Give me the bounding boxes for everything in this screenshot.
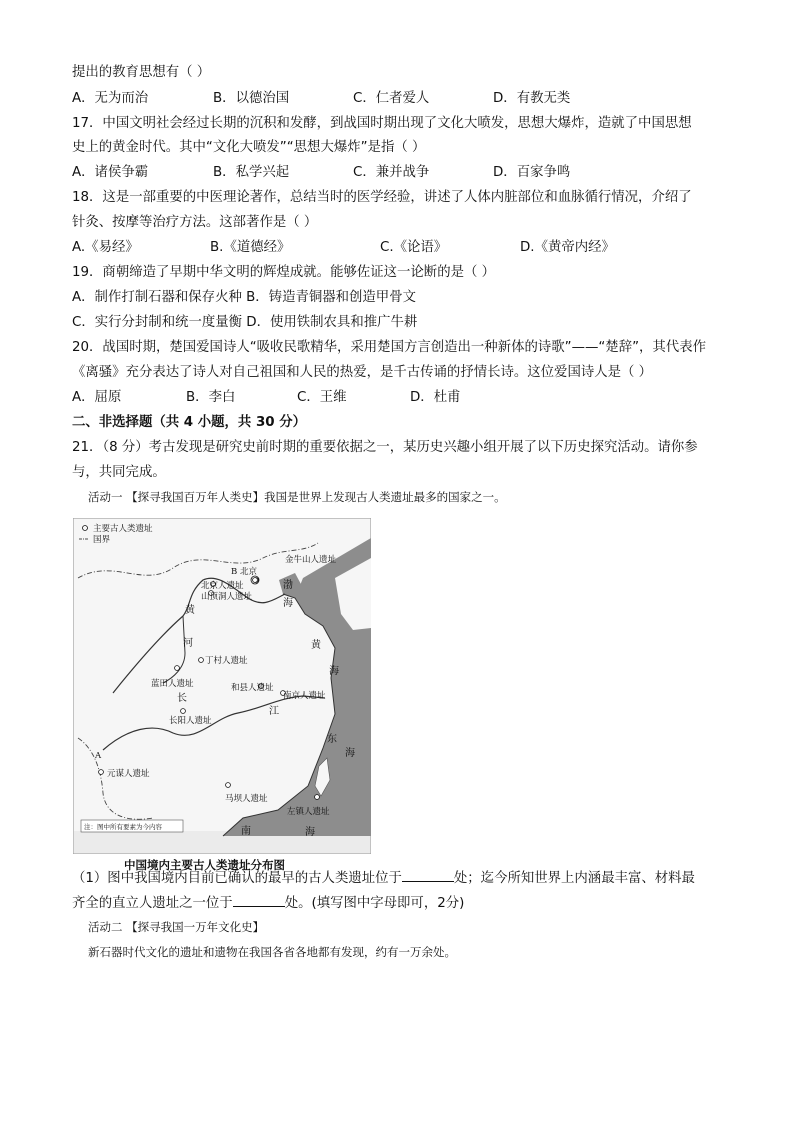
q17-option-c[interactable]: C．兼并战争 [353, 165, 430, 180]
q19-options-row2[interactable]: C．实行分封制和统一度量衡 D．使用铁制农具和推广牛耕 [72, 315, 418, 330]
q20-option-c[interactable]: C．王维 [297, 390, 347, 405]
label-hexian: 和县人遗址 [231, 683, 274, 693]
site-marker-lantian [175, 666, 180, 671]
activity2-text: 新石器时代文化的遗址和遗物在我国各省各地都有发现，约有一万余处。 [88, 945, 456, 959]
site-marker-dingcun [199, 658, 204, 663]
q18-option-b[interactable]: B.《道德经》 [210, 240, 291, 255]
q18-stem-line2: 针灸、按摩等治疗方法。这部著作是（ ） [72, 215, 318, 230]
q21-sub1-line1 [72, 868, 695, 888]
answer-blank-2[interactable] [233, 893, 285, 907]
q19-options-row1[interactable]: A．制作打制石器和保存火种 B．铸造青铜器和创造甲骨文 [72, 290, 416, 305]
q16-option-a[interactable]: A．无为而治 [72, 91, 149, 106]
site-marker-beijing [253, 578, 258, 583]
q16-option-c[interactable]: C．仁者爱人 [353, 91, 430, 106]
q20-stem-line1: 20．战国时期，楚国爱国诗人“吸收民歌精华，采用楚国方言创造出一种新体的诗歌”——“楚辞”，其代表作 [72, 340, 706, 355]
site-marker-changyang [181, 709, 186, 714]
q21-sub1-line1-b: 处；迄今所知世界上内涵最丰富、材料最 [453, 871, 695, 886]
site-marker-yuanmou [99, 770, 104, 775]
q17-option-a[interactable]: A．诸侯争霸 [72, 165, 149, 180]
q19-stem: 19．商朝缔造了早期中华文明的辉煌成就。能够佐证这一论断的是（ ） [72, 265, 496, 280]
q18-stem-line1: 18．这是一部重要的中医理论著作，总结当时的医学经验，讲述了人体内脏部位和血脉循行情况，介绍了 [72, 190, 692, 205]
q17-option-b[interactable]: B．私学兴起 [213, 165, 290, 180]
label-beijing: B 北京 [231, 567, 257, 577]
q16-option-b[interactable]: B．以德治国 [213, 91, 290, 106]
map-caption: 中国境内主要古人类遗址分布图 [124, 858, 285, 872]
map-note: 注：图中所有要素为今内容 [84, 823, 162, 831]
site-marker-zuozhen [315, 795, 320, 800]
label-beijingren: 北京人遗址 [201, 581, 244, 591]
q21-sub1-line2-b: 处。(填写图中字母即可，2分) [284, 896, 465, 911]
label-nanjing: 南京人遗址 [283, 691, 326, 701]
q21-stem-line1: 21．（8 分）考古发现是研究史前时期的重要依据之一，某历史兴趣小组开展了以下历史探究活动。请你参 [72, 440, 698, 455]
answer-blank-1[interactable] [402, 868, 454, 882]
label-nanhai-1: 南 [241, 826, 251, 837]
q17-stem-line1: 17．中国文明社会经过长期的沉积和发酵，到战国时期出现了文化大喷发，思想大爆炸，造就了中国思想 [72, 116, 692, 131]
activity2-title: 活动二 【探寻我国一万年文化史】 [88, 920, 265, 934]
label-huanghai-1: 黄 [311, 640, 321, 651]
section-heading: 二、非选择题（共 4 小题，共 30 分） [72, 415, 307, 430]
legend-site-label: 主要古人类遗址 [93, 524, 153, 534]
q21-sub1-line1-a: （1）图中我国境内目前已确认的最早的古人类遗址位于 [72, 871, 402, 886]
q17-stem-line2: 史上的黄金时代。其中“文化大喷发”“思想大爆炸”是指（ ） [72, 140, 426, 155]
label-donghai-2: 海 [345, 748, 355, 759]
label-yuanmou: 元谋人遗址 [107, 769, 150, 779]
q21-stem-line2: 与，共同完成。 [72, 465, 166, 480]
label-zuozhen: 左镇人遗址 [287, 807, 330, 817]
label-jiang: 江 [269, 706, 279, 717]
q16-option-d[interactable]: D．有教无类 [493, 91, 571, 106]
label-chang: 长 [177, 693, 187, 704]
q18-option-d[interactable]: D.《黄帝内经》 [520, 240, 615, 255]
label-maba: 马坝人遗址 [225, 794, 268, 804]
label-hai-bo: 海 [283, 598, 293, 609]
q20-option-a[interactable]: A．屈原 [72, 390, 122, 405]
q18-option-c[interactable]: C.《论语》 [380, 240, 448, 255]
q20-option-d[interactable]: D．杜甫 [410, 390, 461, 405]
site-map-figure [73, 518, 371, 854]
label-bo: 渤 [283, 580, 293, 591]
site-map [73, 518, 371, 854]
q20-stem-line2: 《离骚》充分表达了诗人对自己祖国和人民的热爱，是千古传诵的抒情长诗。这位爱国诗人是（ ） [72, 365, 653, 380]
site-marker-maba [226, 783, 231, 788]
legend-border-label: 国界 [93, 535, 111, 545]
q21-sub1-line2-a: 齐全的直立人遗址之一位于 [72, 896, 233, 911]
label-lantian: 蓝田人遗址 [151, 679, 194, 689]
label-shandingdong: 山顶洞人遗址 [201, 592, 253, 602]
q16-stem: 提出的教育思想有（ ） [72, 65, 211, 80]
label-he: 河 [183, 638, 193, 649]
label-huang: 黄 [185, 605, 195, 616]
label-point-a: A [95, 751, 102, 761]
label-huanghai-2: 海 [329, 666, 339, 677]
activity1-title: 活动一 【探寻我国百万年人类史】我国是世界上发现古人类遗址最多的国家之一。 [88, 490, 506, 504]
q20-option-b[interactable]: B．李白 [186, 390, 236, 405]
label-changyang: 长阳人遗址 [169, 716, 212, 726]
label-jinniushan: 金牛山人遗址 [285, 555, 337, 565]
q17-option-d[interactable]: D．百家争鸣 [493, 165, 571, 180]
q18-option-a[interactable]: A.《易经》 [72, 240, 139, 255]
label-dingcun: 丁村人遗址 [205, 656, 248, 666]
q21-sub1-line2 [72, 893, 464, 913]
label-nanhai-2: 海 [305, 827, 315, 838]
label-donghai-1: 东 [327, 734, 337, 745]
